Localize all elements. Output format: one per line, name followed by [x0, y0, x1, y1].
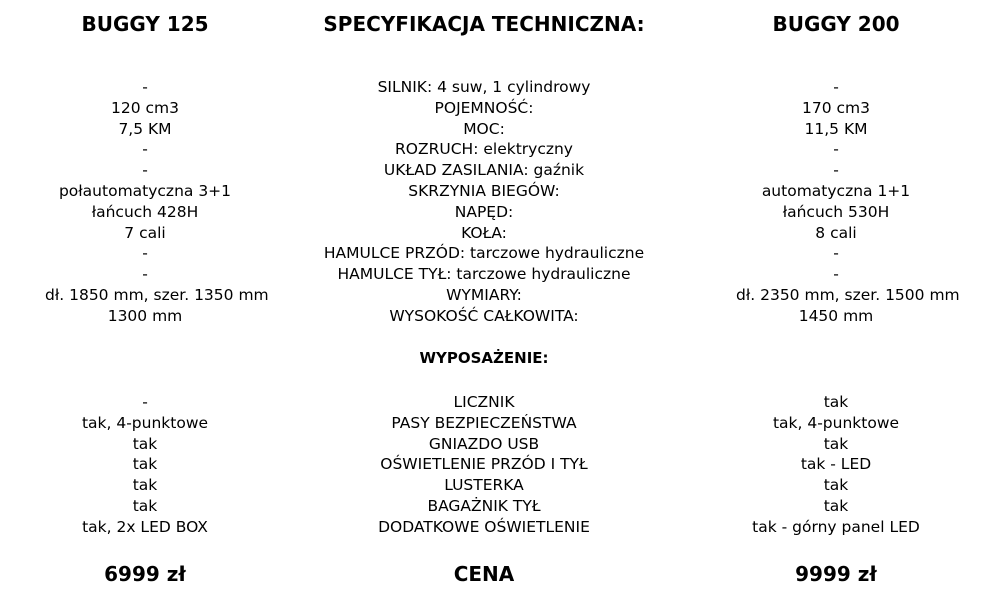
spec-value: - [833, 265, 839, 284]
spec-label: HAMULCE TYŁ: tarczowe hydrauliczne [337, 265, 631, 284]
spec-label: WYSOKOŚĆ CAŁKOWITA: [389, 306, 579, 325]
buggy-125-title: BUGGY 125 [81, 12, 209, 36]
price-label: CENA [453, 562, 515, 586]
equipment-value: tak [132, 496, 158, 515]
equipment-value: tak [132, 476, 158, 495]
spec-label: KOŁA: [461, 223, 507, 242]
buggy-200-specs [736, 77, 960, 327]
buggy-200-title: BUGGY 200 [772, 12, 900, 36]
equipment-value: tak, 2x LED BOX [82, 517, 208, 536]
spec-value: 170 cm3 [802, 98, 870, 117]
spec-value: łańcuch 428H [91, 202, 199, 221]
spec-label: UKŁAD ZASILANIA: gaźnik [383, 161, 585, 180]
equipment-value: tak, 4-punktowe [81, 413, 209, 432]
spec-value: - [142, 78, 148, 96]
spec-value: 7,5 KM [118, 119, 172, 138]
spec-value: - [142, 265, 148, 284]
spec-value: 11,5 KM [804, 119, 868, 138]
spec-value: - [833, 161, 839, 180]
spec-value: - [833, 140, 839, 159]
spec-label: POJEMNOŚĆ: [434, 98, 534, 117]
equipment-label: LUSTERKA [444, 476, 524, 495]
spec-value: łańcuch 530H [782, 202, 890, 221]
spec-value: automatyczna 1+1 [761, 181, 911, 200]
equipment-value: - [142, 393, 148, 411]
equipment-value: tak [823, 393, 849, 411]
spec-value: 120 cm3 [111, 98, 179, 117]
spec-value: - [142, 244, 148, 263]
spec-value: - [142, 161, 148, 180]
spec-value: 1300 mm [107, 306, 183, 325]
equipment-label: PASY BEZPIECZEŃSTWA [391, 413, 577, 432]
equipment-labels [284, 392, 684, 538]
spec-value: dł. 1850 mm, szer. 1350 mm [45, 285, 269, 304]
equipment-value: tak [132, 455, 158, 474]
spec-label: MOC: [463, 119, 505, 138]
buggy-125-equipment [45, 392, 245, 538]
equipment-value: tak [132, 434, 158, 453]
spec-label: NAPĘD: [454, 202, 514, 221]
spec-value: - [833, 244, 839, 263]
spec-value: 1450 mm [798, 306, 874, 325]
equipment-value: tak, 4-punktowe [772, 413, 900, 432]
equipment-label: OŚWIETLENIE PRZÓD I TYŁ [380, 455, 588, 474]
spec-labels [284, 77, 684, 327]
buggy-125-specs [45, 77, 269, 327]
spec-section-title: SPECYFIKACJA TECHNICZNA: [323, 12, 645, 36]
buggy-200-equipment [736, 392, 936, 538]
spec-label: SILNIK: 4 suw, 1 cylindrowy [377, 78, 591, 96]
equipment-label: BAGAŻNIK TYŁ [427, 496, 541, 515]
equipment-value: tak [823, 496, 849, 515]
equipment-value: tak [823, 476, 849, 495]
equipment-section-title: WYPOSAŻENIE: [419, 349, 549, 367]
spec-label: SKRZYNIA BIEGÓW: [408, 181, 560, 200]
spec-label: ROZRUCH: elektryczny [395, 140, 573, 159]
equipment-label: LICZNIK [453, 393, 515, 411]
equipment-value: tak [823, 434, 849, 453]
spec-value: dł. 2350 mm, szer. 1500 mm [736, 285, 960, 304]
equipment-value: tak - LED [800, 455, 872, 474]
spec-value: połautomatyczna 3+1 [58, 181, 232, 200]
spec-label: HAMULCE PRZÓD: tarczowe hydrauliczne [323, 244, 645, 263]
spec-value: 8 cali [815, 223, 857, 242]
buggy-125-price: 6999 zł [104, 562, 186, 586]
buggy-200-price: 9999 zł [795, 562, 877, 586]
equipment-label: GNIAZDO USB [428, 434, 540, 453]
equipment-value: tak - górny panel LED [752, 517, 920, 536]
spec-value: - [833, 78, 839, 96]
spec-value: - [142, 140, 148, 159]
spec-value: 7 cali [124, 223, 166, 242]
spec-label: WYMIARY: [446, 285, 522, 304]
equipment-label: DODATKOWE OŚWIETLENIE [378, 517, 590, 536]
